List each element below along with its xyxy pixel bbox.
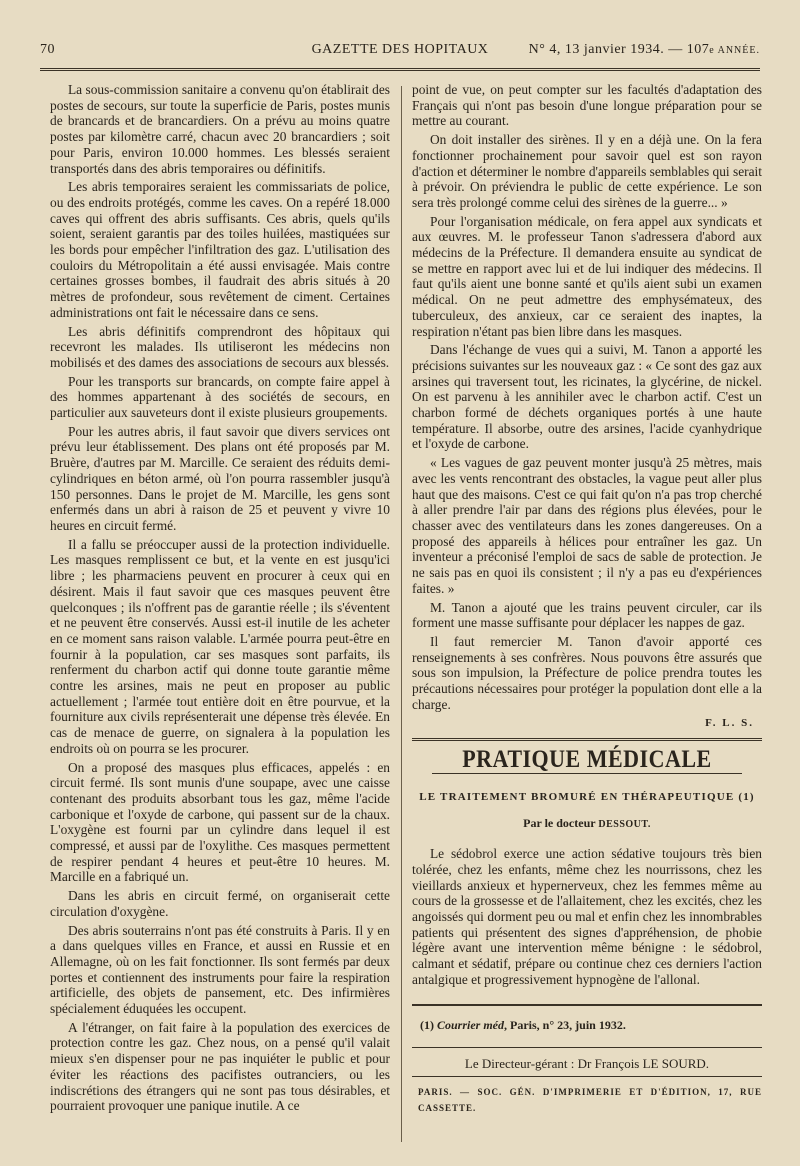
- paragraph: Dans les abris en circuit fermé, on organiserait cette circulation d'oxygène.: [50, 888, 390, 919]
- journal-title: GAZETTE DES HOPITAUX: [311, 42, 489, 57]
- page-header: [40, 42, 760, 66]
- issue-date-text: N° 4, 13 janvier 1934. — 107: [528, 42, 710, 57]
- issue-date: [529, 42, 760, 58]
- paragraph: Des abris souterrains n'ont pas été construits à Paris. Il y en a dans quelques villes en France, et aussi en Russie et en Allemagne, où on les fait fonctionner. Ils sont fermés par deux portes et contiennent des instruments pour faire la respiration artificielle, des objets de pansement, etc. Des infirmières spécialement éduquées les occupent.: [50, 922, 390, 1017]
- left-column: [50, 82, 390, 1142]
- section-underline: [432, 773, 742, 774]
- signature: F. L. S.: [705, 717, 754, 730]
- section-title: PRATIQUE MÉDICALE: [462, 744, 712, 773]
- article-paragraph: Le sédobrol exerce une action sédative toujours très bien tolérée, chez les enfants, même chez les nourrissons, chez les vieillards anxieux et hypernerveux, chez les femmes même au cours de la grossesse et de l'allaitement, chez les excités, chez les angoissés qui dorment peu ou mal et enfin chez les innombrables patients qui présentent des signes d'appréhension, de phobie légère avant une intervention même bénigne : le sédobrol, calmant et sédatif, prépare ou continue chez ces derniers l'action antalgique et progressivement hypnogène de l'allonal.: [412, 846, 762, 987]
- paragraph: « Les vagues de gaz peuvent monter jusqu'à 25 mètres, mais avec les vents rencontrant des obstacles, la vague peut aller plus haut que des maisons. C'est ce qui fait qu'on n'a pas trop cherché à aller prendre l'air par dans des régions plus élevées, pour le chasser avec des ventilateurs dans les zones dangereuses. On a proposé des appareils à hélices pour entraîner les gaz. Un inventeur a préconisé l'emploi de sacs de sable de protection. Je ne sais pas en quoi ils consistent ; il n'y a pas eu d'expériences faites. »: [412, 455, 762, 596]
- paragraph: M. Tanon a ajouté que les trains peuvent circuler, car ils forment une masse suffisante pour déplacer les nappes de gaz.: [412, 599, 762, 631]
- issue-year-suffix: e ANNÉE.: [709, 45, 760, 56]
- paragraph: Pour les transports sur brancards, on compte faire appel à des hommes appartenant à des sociétés de secours, en particulier aux sauveteurs dont il existe plusieurs groupements.: [50, 373, 390, 421]
- paragraph: Les abris temporaires seraient les commissariats de police, ou des endroits protégés, comme les caves. On a repéré 18.000 caves qui offrent des abris suffisants. Ces abris, quels qu'ils soient, seraient garantis par des toiles huilées, mastiquées sur les bords pour empêcher l'infiltration des gaz. L'utilisation des couloirs du Métropolitain a été aussi envisagée. Mais contre certaines grosses bombes, il faudrait des abris situés à 20 mètres de profondeur, sous revêtement de ciment. Certaines administrations ont fait le nécessaire dans ce sens.: [50, 179, 390, 320]
- author-prefix: Par le docteur: [523, 815, 596, 830]
- article-author: [412, 816, 762, 833]
- paragraph: Il faut remercier M. Tanon d'avoir apporté ces renseignements à ses confrères. Nous pouvons être assurés que sous son impulsion, la Préfecture de police prendra toutes les précautions nécessaires pour protéger la population dont elle a la charge.: [412, 633, 762, 712]
- footnote-number: (1): [420, 1017, 434, 1032]
- column-divider: [401, 86, 402, 1142]
- paragraph: On doit installer des sirènes. Il y en a déjà une. On la fera fonctionner prochainement pour savoir quel est son rayon d'action et déterminer le nombre d'appareils semblables qui serait à prévoir. On préviendra le public de cette expérience. Le son sera très prolongé comme celui des sirènes de la guerre... »: [412, 132, 762, 210]
- footnote: [420, 1018, 762, 1034]
- header-rule: [40, 68, 760, 71]
- paragraph: Pour l'organisation médicale, on fera appel aux syndicats et aux œuvres. M. le professeur Tanon s'adressera d'abord aux médecins de la Préfecture. Il demandera ensuite au syndicat de se mettre en rapport avec lui et de lui indiquer des médecins. Il faut qu'ils aient une bonne santé et qu'ils aient subi un examen médical. On ne peut admettre des emphysémateux, des tuberculeux, des anxieux, car ce seraient des inaptes, la respiration n'étant pas bien libre dans les masques.: [412, 213, 762, 339]
- author-name: DESSOUT.: [598, 818, 651, 830]
- imprint-rule: [412, 1076, 762, 1077]
- footnote-source: Courrier méd: [437, 1017, 505, 1032]
- paragraph: Pour les autres abris, il faut savoir que divers services ont prévu leur établissement. Des plans ont été proposés par M. Bruère, d'autres par M. Marcille. Ce seraient des réduits demi-cylindriques en béton armé, où l'on pourra rassembler jusqu'à 150 personnes. Dans le projet de M. Marcille, les gens sont enfermés dans un abri à raison de 25 et peuvent y vivre 10 heures en circuit fermé.: [50, 423, 390, 533]
- footnote-rule: [412, 1004, 762, 1006]
- page-number: 70: [40, 42, 55, 57]
- paragraph: point de vue, on peut compter sur les facultés d'adaptation des Français qui n'ont pas besoin d'une longue préparation pour se mettre au courant.: [412, 82, 762, 129]
- paragraph: Les abris définitifs comprendront des hôpitaux qui recevront les malades. Ils utiliseront les médecins non mobilisés et des dames des associations de secours aux blessés.: [50, 323, 390, 370]
- paragraph: La sous-commission sanitaire a convenu qu'on établirait des postes de secours, sur toute la superficie de Paris, postes munis de brancards et de brancardiers. On a prévu au moins quatre postes par kilomètre carré, chacun avec 20 brancardiers ; soit pour Paris, environ 10.000 hommes. Les blessés seraient transportés dans des abris temporaires ou définitifs.: [50, 82, 390, 176]
- right-column: [412, 82, 762, 1142]
- paragraph: On a proposé des masques plus efficaces, appelés : en circuit fermé. Ils sont munis d'une soupape, avec une caisse contenant des produits absorbant tous les gaz, même l'acide carbonique et l'oxyde de carbone, qui passent sur de la chaux. L'oxygène est fourni par un cylindre dans lequel il est compressé, et aussi par de l'oxylithe. Ces masques permettent de respirer pendant 4 heures et peut-être 10 heures. M. Marcille en a fabriqué un.: [50, 759, 390, 885]
- paragraph: Il a fallu se préoccuper aussi de la protection individuelle. Les masques remplissent ce but, et la vente en est jusqu'ici libre ; les pharmaciens peuvent en procurer à ceux qui en désirent. Mais il faut savoir que ces masques peuvent être quelconques ; ils n'offrent pas de garantie réelle ; ils s'éventent et ne peuvent être conservés. Aussi est-il inutile de les acheter en ce moment sans raison valable. L'armée pourra peut-être en fournir à la population, car ses masques sont parfaits, ils renferment du charbon actif qui donne toute garantie même contre les arsines, mais ne peut en proposer au public actuellement ; l'armée tout entière doit en être pourvue, et la fourniture aux civils représenterait une dépense très élevée. En cas de menace de guerre, on signalera à la population les endroits où on pourra se les procurer.: [50, 536, 390, 756]
- section-rule: [412, 738, 762, 741]
- footnote-rest: , Paris, n° 23, juin 1932.: [504, 1017, 626, 1032]
- article-title: LE TRAITEMENT BROMURÉ EN THÉRAPEUTIQUE (1): [419, 790, 755, 803]
- director-line: Le Directeur-gérant : Dr François LE SOURD.: [464, 1056, 710, 1072]
- paragraph: A l'étranger, on fait faire à la population des exercices de protection contre les gaz. Chez nous, on a pensé qu'il valait mieux s'en dispenser pour ne pas inquiéter le public et pour éviter les réactions des pacifistes outranciers, ou les indiscrétions des étrangers qui ne sont pas tous désirables, et pourraient provoquer une panique inutile. A ce: [50, 1019, 390, 1114]
- gerant-rule: [412, 1047, 762, 1048]
- paragraph: Dans l'échange de vues qui a suivi, M. Tanon a apporté les précisions suivantes sur les nouveaux gaz : « Ce sont des gaz aux arsines qui traversent tout, les ricinates, la glycérine, de nickel. On est parvenu à les annihiler avec le charbon actif. C'est un charbon formé de déchets organiques portés à une haute température. Il absorbe, outre des arsines, l'acide cyanhydrique et l'oxyde de carbone.: [412, 342, 762, 452]
- printer-imprint: PARIS. — SOC. GÉN. D'IMPRIMERIE ET D'ÉDITION, 17, RUE CASSETTE.: [418, 1086, 762, 1113]
